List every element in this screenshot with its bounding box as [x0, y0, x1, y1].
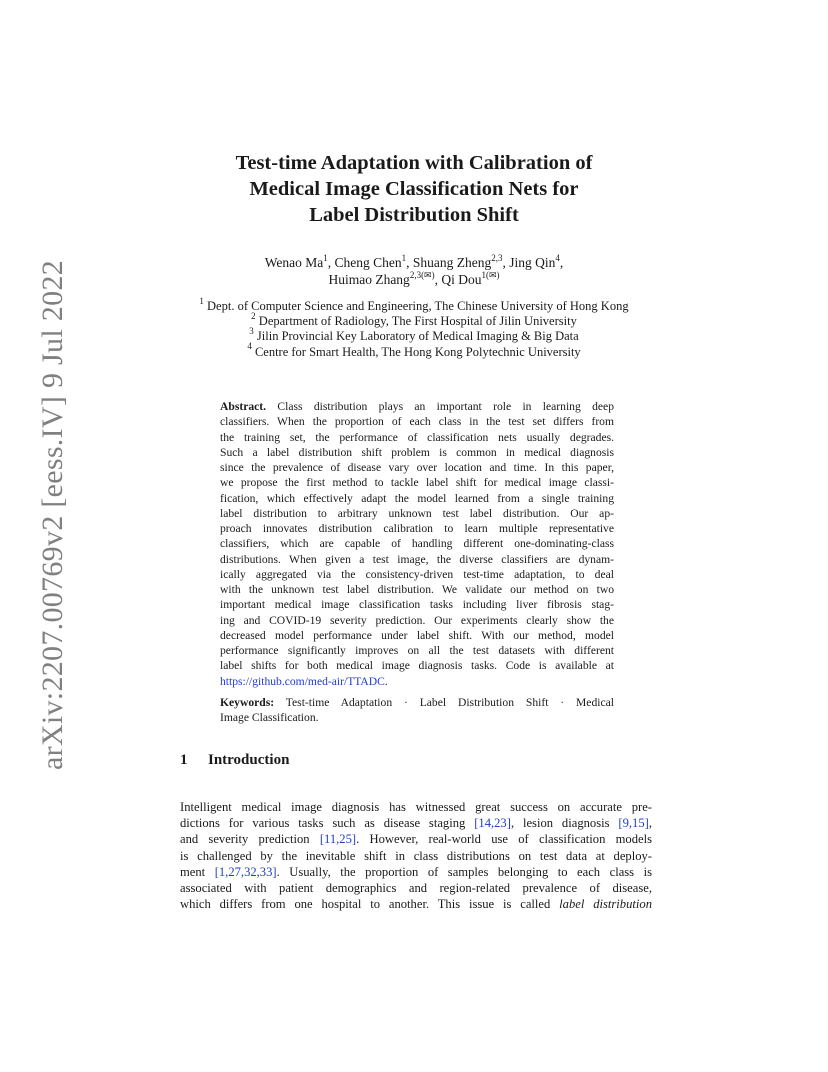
- intro-line: Intelligent medical image diagnosis has witnessed great success on accurate pre-: [180, 800, 652, 814]
- abstract-line: the training set, the performance of classification nets usually degrades.: [220, 430, 614, 444]
- citation-link[interactable]: [11,25]: [319, 832, 357, 847]
- author-line: [0, 254, 828, 271]
- title-line: Medical Image Classification Nets for: [249, 178, 579, 200]
- code-link[interactable]: https://github.com/med-air/TTADC: [220, 674, 385, 688]
- abstract-line: performance significantly improves on all the test datasets with different: [220, 644, 614, 657]
- arxiv-identifier: arXiv:2207.00769v2 [eess.IV] 9 Jul 2022: [36, 260, 69, 770]
- abstract-line: important medical image classification tasks including liver fibrosis stag-: [220, 598, 614, 612]
- affiliation: [0, 311, 828, 329]
- keywords-line: Image Classification.: [220, 711, 319, 725]
- abstract-line: fication, which effectively adapt the model learned from a single training: [220, 491, 614, 505]
- emphasis-term: label distribution: [559, 897, 652, 912]
- intro-line: dictions for various tasks such as disease staging [14,23], lesion diagnosis [9,15],: [180, 816, 652, 831]
- author-affil-mark: 2,3(✉): [409, 269, 435, 280]
- title-line: Test-time Adaptation with Calibration of: [235, 152, 593, 174]
- affiliation-number: 3: [249, 326, 254, 337]
- abstract-line: decreased model performance under label shift. With our method, model: [220, 628, 614, 642]
- author-affil-mark: 1: [323, 252, 328, 263]
- abstract-line: label distribution to arbitrary unknown test label distribution. Our ap-: [220, 506, 614, 520]
- abstract-line: ically aggregated via the consistency-driven test-time adaptation, to deal: [220, 567, 614, 581]
- intro-line: associated with patient demographics and region-related prevalence of disease,: [180, 881, 652, 896]
- title-line: Label Distribution Shift: [309, 204, 519, 226]
- abstract-line: classifiers. When the proportion of each class in the test set differs from: [220, 415, 614, 429]
- citation-link[interactable]: [1,27,32,33]: [214, 864, 277, 879]
- author-affil-mark: 4: [555, 252, 560, 263]
- affiliation: [0, 326, 828, 344]
- arxiv-sidebar: [13, 260, 69, 770]
- paper-title: [0, 150, 828, 228]
- author-list: [0, 254, 828, 288]
- author-name: Huimao Zhang: [328, 272, 410, 287]
- abstract-line: Abstract. Class distribution plays an important role in learning deep: [220, 400, 614, 413]
- affiliation-number: 4: [247, 341, 252, 352]
- intro-line: is challenged by the inevitable shift in class distributions on test data at deploy-: [180, 848, 652, 863]
- keywords-label: Keywords:: [220, 696, 275, 709]
- section-title: Introduction: [208, 752, 290, 768]
- author-name: , Qi Dou: [434, 272, 482, 287]
- author-line: [0, 271, 828, 288]
- affiliation-text: Jilin Provincial Key Laboratory of Medical Imaging & Big Data: [256, 329, 579, 344]
- affiliation-text: Centre for Smart Health, The Hong Kong Polytechnic University: [254, 344, 581, 359]
- author-affil-mark: 2,3: [491, 252, 503, 263]
- section-number: 1: [180, 752, 188, 768]
- author-name: , Jing Qin: [502, 255, 556, 270]
- author-separator: ,: [559, 255, 564, 270]
- abstract-label: Abstract.: [220, 400, 267, 413]
- abstract-line: classifiers, which are capable of handling different one-dominating-class: [220, 537, 614, 551]
- abstract-line: we propose the first method to tackle label shift for medical image classi-: [220, 476, 614, 490]
- citation-link[interactable]: [14,23]: [474, 816, 511, 831]
- abstract-line: proach innovates distribution calibration to learn multiple representative: [220, 522, 614, 535]
- affiliation-list: [0, 295, 828, 360]
- affiliation-text: Department of Radiology, The First Hospital of Jilin University: [258, 314, 577, 329]
- author-affil-mark: 1(✉): [481, 269, 500, 280]
- affiliation: [0, 341, 828, 360]
- affiliation: [0, 295, 828, 314]
- affiliation-text: Dept. of Computer Science and Engineering, The Chinese University of Hong Kong: [207, 299, 629, 313]
- intro-line: and severity prediction [11,25]. However, real-world use of classification models: [180, 832, 653, 847]
- citation-link[interactable]: [9,15]: [618, 816, 649, 831]
- abstract-line: https://github.com/med-air/TTADC.: [220, 674, 388, 688]
- author-name: , Cheng Chen: [327, 255, 402, 270]
- introduction-text: [180, 799, 652, 912]
- author-name: , Shuang Zheng: [406, 255, 492, 270]
- keywords-line: Keywords: Test-time Adaptation · Label Distribution Shift · Medical: [220, 696, 614, 709]
- abstract: [220, 399, 614, 689]
- section-heading: [180, 752, 289, 769]
- abstract-line: ing and COVID-19 severity prediction. Our experiments clearly show the: [220, 613, 614, 627]
- abstract-line: distributions. When given a test image, the diverse classifiers are dynam-: [220, 552, 614, 566]
- intro-line: ment [1,27,32,33]. Usually, the proportion of samples belonging to each class is: [180, 864, 652, 879]
- abstract-line: Such a label distribution shift problem is common in medical diagnosis: [220, 445, 614, 459]
- affiliation-number: 2: [251, 311, 256, 322]
- abstract-line: label shifts for both medical image diagnosis tasks. Code is available at: [220, 659, 614, 673]
- abstract-line: with the unknown test label distribution. We validate our method on two: [220, 583, 614, 596]
- affiliation-number: 1: [199, 295, 204, 306]
- abstract-line: since the prevalence of disease vary over location and time. In this paper,: [220, 461, 614, 474]
- intro-line: which differs from one hospital to another. This issue is called label distribution: [180, 897, 652, 912]
- author-name: Wenao Ma: [264, 255, 324, 270]
- author-affil-mark: 1: [401, 252, 407, 263]
- keywords: [220, 695, 614, 726]
